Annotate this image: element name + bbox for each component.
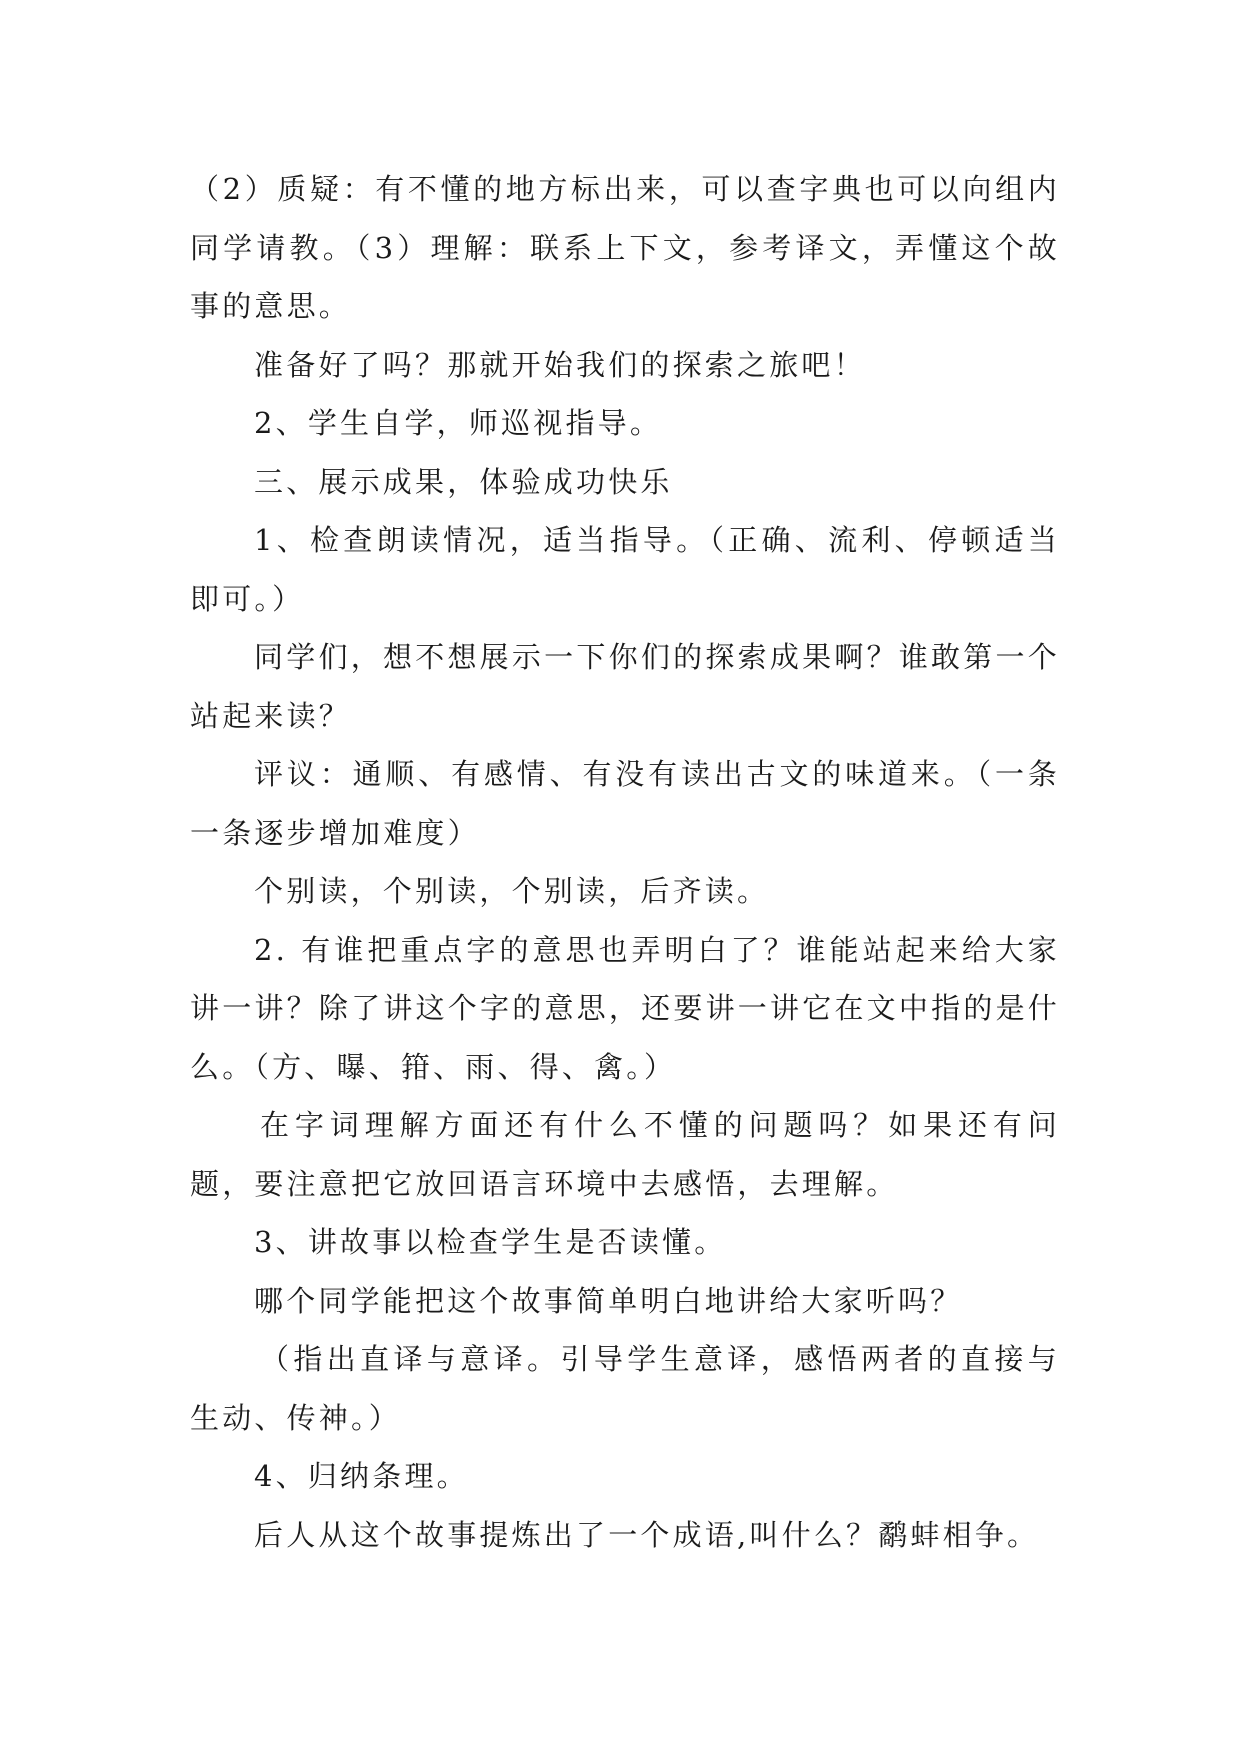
paragraph-word-questions: 在字词理解方面还有什么不懂的问题吗？如果还有问题，要注意把它放回语言环境中去感悟，去理解。 — [190, 1108, 1060, 1201]
paragraph-self-study: 2、学生自学，师巡视指导。 — [254, 406, 663, 440]
paragraph-check-reading: 1、检查朗读情况，适当指导。（正确、流利、停顿适当即可。） — [190, 523, 1060, 616]
paragraph-idiom: 后人从这个故事提炼出了一个成语,叫什么？鹬蚌相争。 — [254, 1517, 1040, 1552]
paragraph-questioning: （2）质疑：有不懂的地方标出来，可以查字典也可以向组内同学请教。（3）理解：联系上下文，参考译文，弄懂这个故事的意思。 — [190, 172, 1060, 323]
paragraph-tell-story: 3、讲故事以检查学生是否读懂。 — [254, 1225, 727, 1259]
section-heading-show-results: 三、展示成果，体验成功快乐 — [254, 464, 673, 499]
paragraph-who-can-tell: 哪个同学能把这个故事简单明白地讲给大家听吗？ — [254, 1283, 963, 1318]
paragraph-show-exploration: 同学们，想不想展示一下你们的探索成果啊？谁敢第一个站起来读？ — [190, 640, 1060, 733]
paragraph-summarize: 4、归纳条理。 — [254, 1459, 469, 1493]
paragraph-evaluation: 评议：通顺、有感情、有没有读出古文的味道来。（一条一条逐步增加难度） — [190, 757, 1060, 850]
paragraph-ready: 准备好了吗？那就开始我们的探索之旅吧！ — [254, 347, 866, 382]
document-page — [190, 160, 1060, 1564]
paragraph-key-words: 2. 有谁把重点字的意思也弄明白了？谁能站起来给大家讲一讲？除了讲这个字的意思，还要讲一讲它在文中指的是什么。（方、曝、箝、雨、得、禽。） — [190, 932, 1060, 1084]
paragraph-individual-reading: 个别读，个别读，个别读，后齐读。 — [254, 874, 770, 908]
paragraph-translation-note: （指出直译与意译。引导学生意译，感悟两者的直接与生动、传神。） — [190, 1342, 1060, 1435]
